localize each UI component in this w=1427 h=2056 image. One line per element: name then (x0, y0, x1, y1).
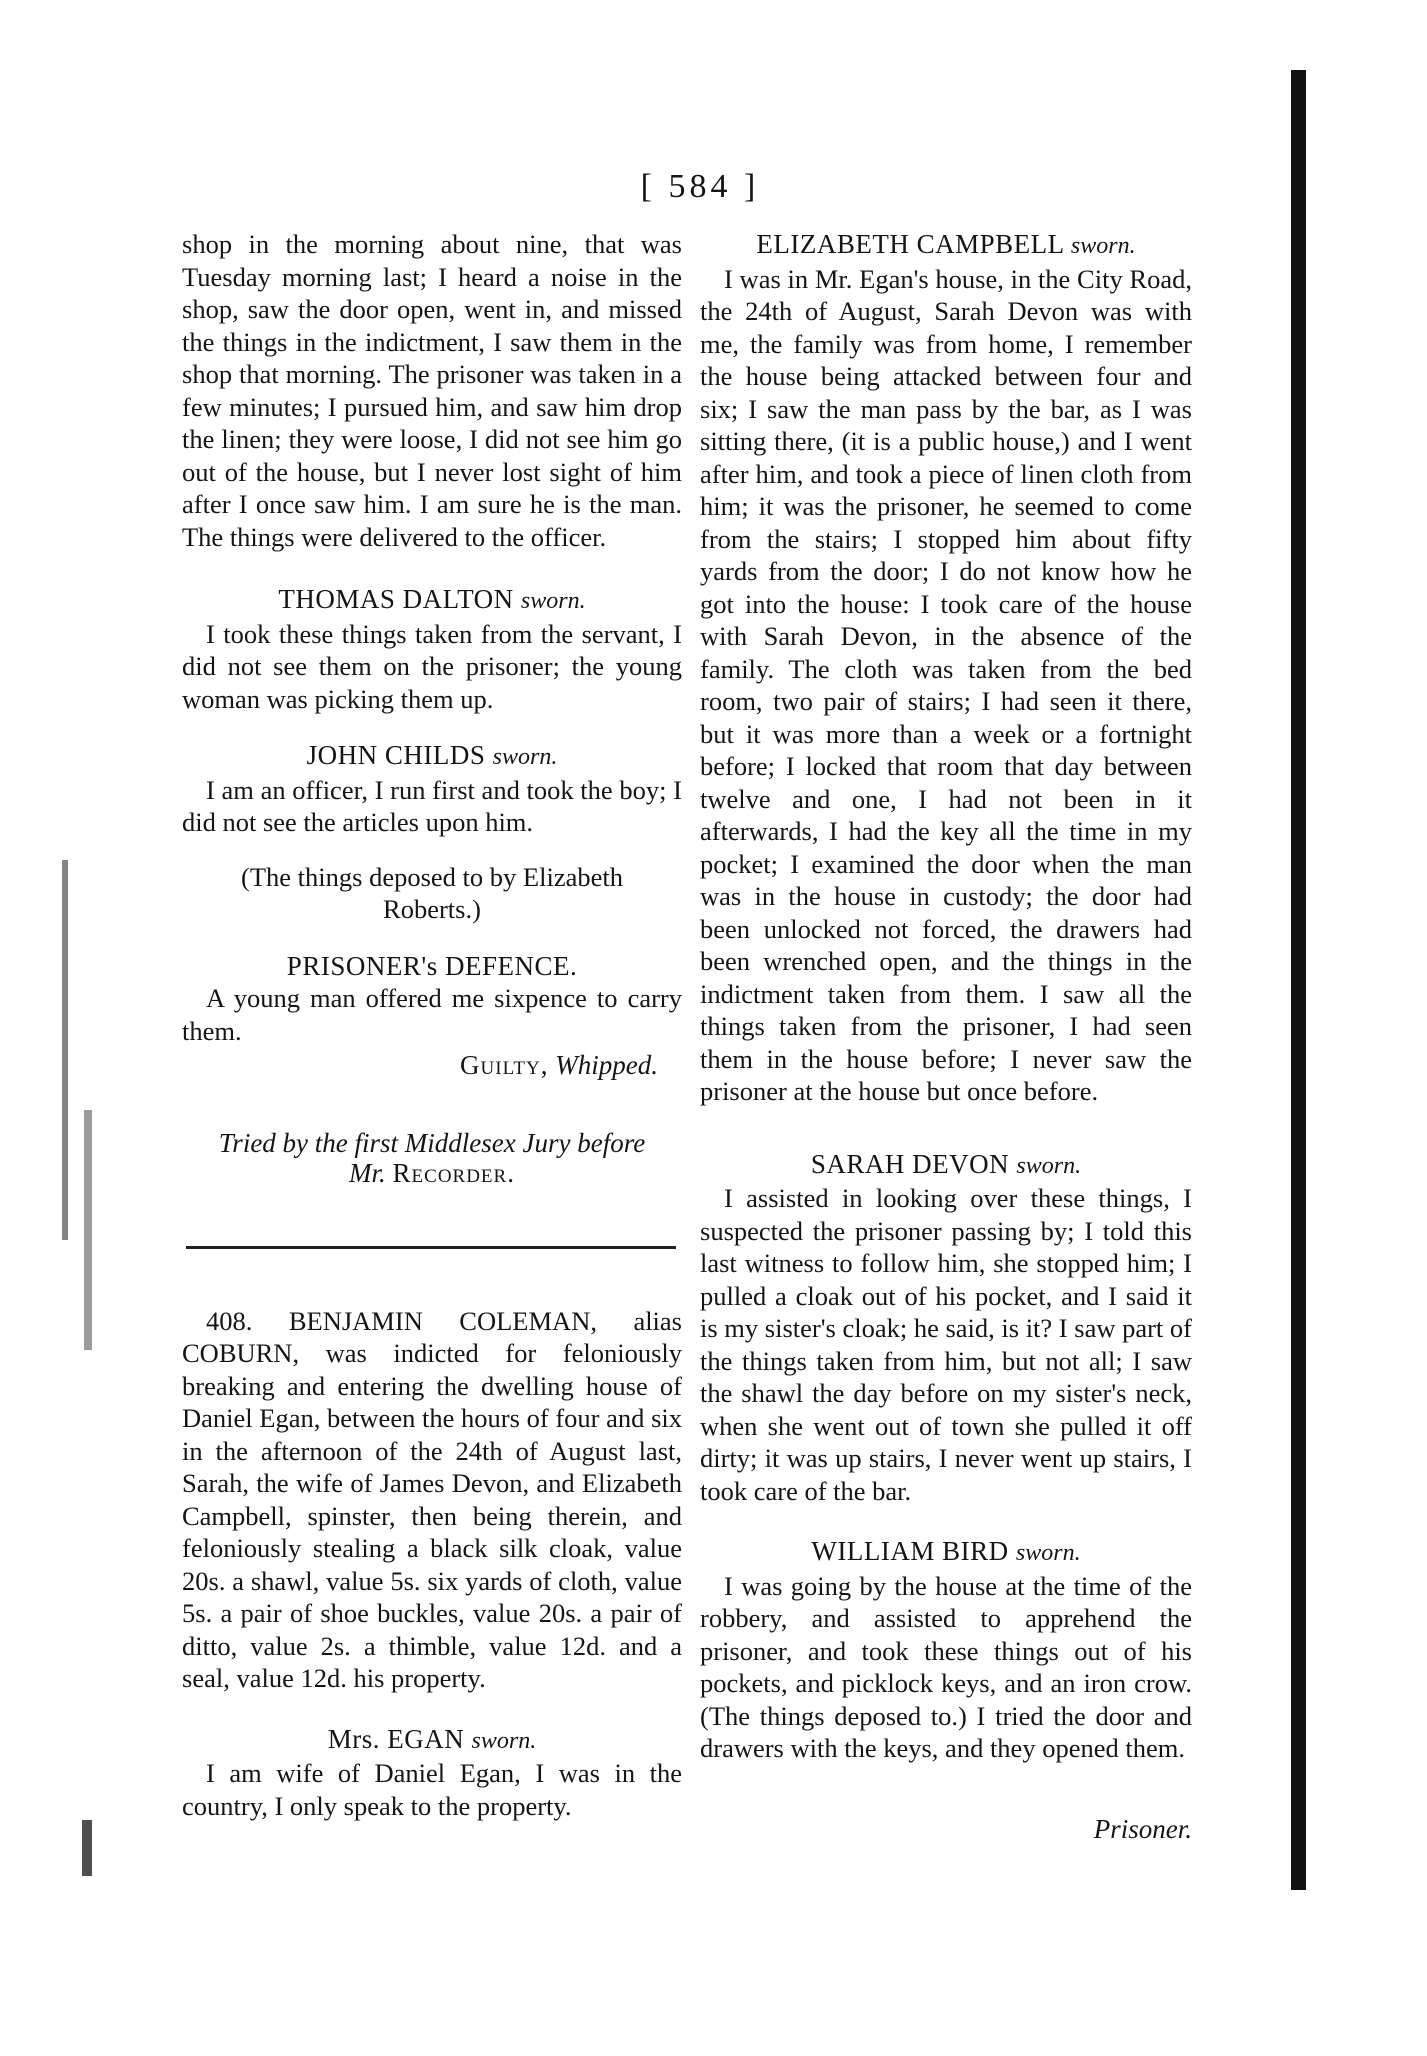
witness-heading (700, 1535, 1192, 1570)
witness-name: JOHN CHILDS (306, 740, 486, 770)
witness-heading (182, 583, 682, 618)
deposition-note: (The things deposed to by Elizabeth Roberts.) (241, 861, 623, 924)
scan-margin-mark (82, 1820, 92, 1876)
testimony-paragraph: I took these things taken from the servant, I did not see them on the prisoner; the young woman was picking them up. (182, 618, 682, 714)
sworn-label: sworn. (471, 1727, 537, 1754)
section-divider (186, 1246, 676, 1249)
testimony-paragraph: I was in Mr. Egan's house, in the City Road, the 24th of August, Sarah Devon was with me, the family was from home, I remember the house being attacked between four and six; I saw the man pass by the bar, as I was sitting there, (it is a public house,) and I went after him, and took a piece of linen cloth from him; it was the prisoner, he seemed to come from the stairs; I stopped him about fifty yards from the door; I do not know how he got into the house: I took care of the house with Sarah Devon, in the absence of the family. The cloth was taken from the bed room, two pair of stairs; I had seen it there, but it was more than a week or a fortnight before; I locked that room that day between twelve and one, I had not been in it afterwards, I had the key all the time in my pocket; I examined the door when the man was in the house in custody; the door had been unlocked not forced, the drawers had been wrenched open, and the things in the indictment taken from them. I saw all the things taken from the prisoner, I had seen them in the house before; I never saw the prisoner at the house but once before. (700, 263, 1192, 1106)
trial-note-line: Tried by the first Middlesex Jury before (218, 1127, 646, 1158)
sworn-label: sworn. (1070, 233, 1136, 259)
right-column (700, 228, 1192, 1845)
witness-heading (700, 1148, 1192, 1183)
verdict: Guilty, (460, 1050, 549, 1080)
sworn-label: sworn. (1016, 1152, 1082, 1179)
scan-margin-mark (62, 860, 68, 1240)
witness-heading (182, 739, 682, 774)
sentence: Whipped. (555, 1050, 658, 1080)
witness-name: ELIZABETH CAMPBELL (756, 229, 1064, 259)
witness-name: SARAH DEVON (810, 1148, 1010, 1179)
trial-note-prefix: Mr. (349, 1157, 386, 1188)
indictment-paragraph: 408. BENJAMIN COLEMAN, alias COBURN, was indicted for feloniously breaking and entering the dwelling house of Daniel Egan, between the hours of four and six in the afternoon of the 24th of August last, Sarah, the wife of James Devon, and Elizabeth Campbell, spinster, then being therein, and feloniously stealing a black silk cloak, value 20s. a shawl, value 5s. six yards of cloth, value 5s. a pair of shoe buckles, value 20s. a pair of ditto, value 2s. a thimble, value 12d. and a seal, value 12d. his property. (182, 1305, 682, 1693)
page-number: [ 584 ] (640, 168, 760, 205)
testimony-paragraph: I am wife of Daniel Egan, I was in the country, I only speak to the property. (182, 1758, 682, 1821)
sworn-label: sworn. (492, 744, 558, 770)
testimony-paragraph: I assisted in looking over these things, I suspected the prisoner passing by; I told this last witness to follow him, she stopped him; I pulled a cloak out of his pocket, and I said it is my sister's cloak; he said, is it? I saw part of the things taken from him, but not all; I saw the shawl the day before on my sister's neck, when she went out of town she pulled it off dirty; it was up stairs, I never went up stairs, I took care of the bar. (700, 1183, 1192, 1506)
verdict-line (182, 1049, 658, 1082)
witness-heading (182, 1723, 682, 1758)
trial-note (182, 1128, 682, 1188)
scan-margin-mark (84, 1110, 92, 1350)
witness-heading (700, 228, 1192, 263)
page-edge-shadow (1291, 70, 1306, 1890)
sworn-label: sworn. (1015, 1540, 1081, 1566)
testimony-paragraph: I am an officer, I run first and took the boy; I did not see the articles upon him. (182, 774, 682, 837)
defence-heading: PRISONER's DEFENCE. (286, 950, 578, 981)
testimony-paragraph: I was going by the house at the time of the robbery, and assisted to apprehend the prisoner, and took these things out of his pockets, and picklock keys, and an iron crow. (The things deposed to.) I tried the door and drawers with the keys, and they opened them. (700, 1570, 1192, 1763)
trial-note-line (182, 1158, 682, 1188)
witness-name: WILLIAM BIRD (811, 1536, 1009, 1566)
witness-name: Mrs. EGAN (327, 1723, 465, 1754)
catchword: Prisoner. (1093, 1813, 1192, 1844)
sworn-label: sworn. (520, 588, 586, 614)
left-column (182, 228, 682, 1822)
witness-name: THOMAS DALTON (278, 584, 514, 614)
testimony-continued: shop in the morning about nine, that was Tuesday morning last; I heard a noise in the shop, saw the door open, went in, and missed the things in the indictment, I saw them in the shop that morning. The prisoner was taken in a few minutes; I pursued him, and saw him drop the linen; they were loose, I did not see him go out of the house, but I never lost sight of him after I once saw him. I am sure he is the man. The things were delivered to the officer. (182, 229, 682, 552)
defence-paragraph: A young man offered me sixpence to carry them. (182, 983, 682, 1046)
trial-note-judge: Recorder. (392, 1157, 515, 1188)
